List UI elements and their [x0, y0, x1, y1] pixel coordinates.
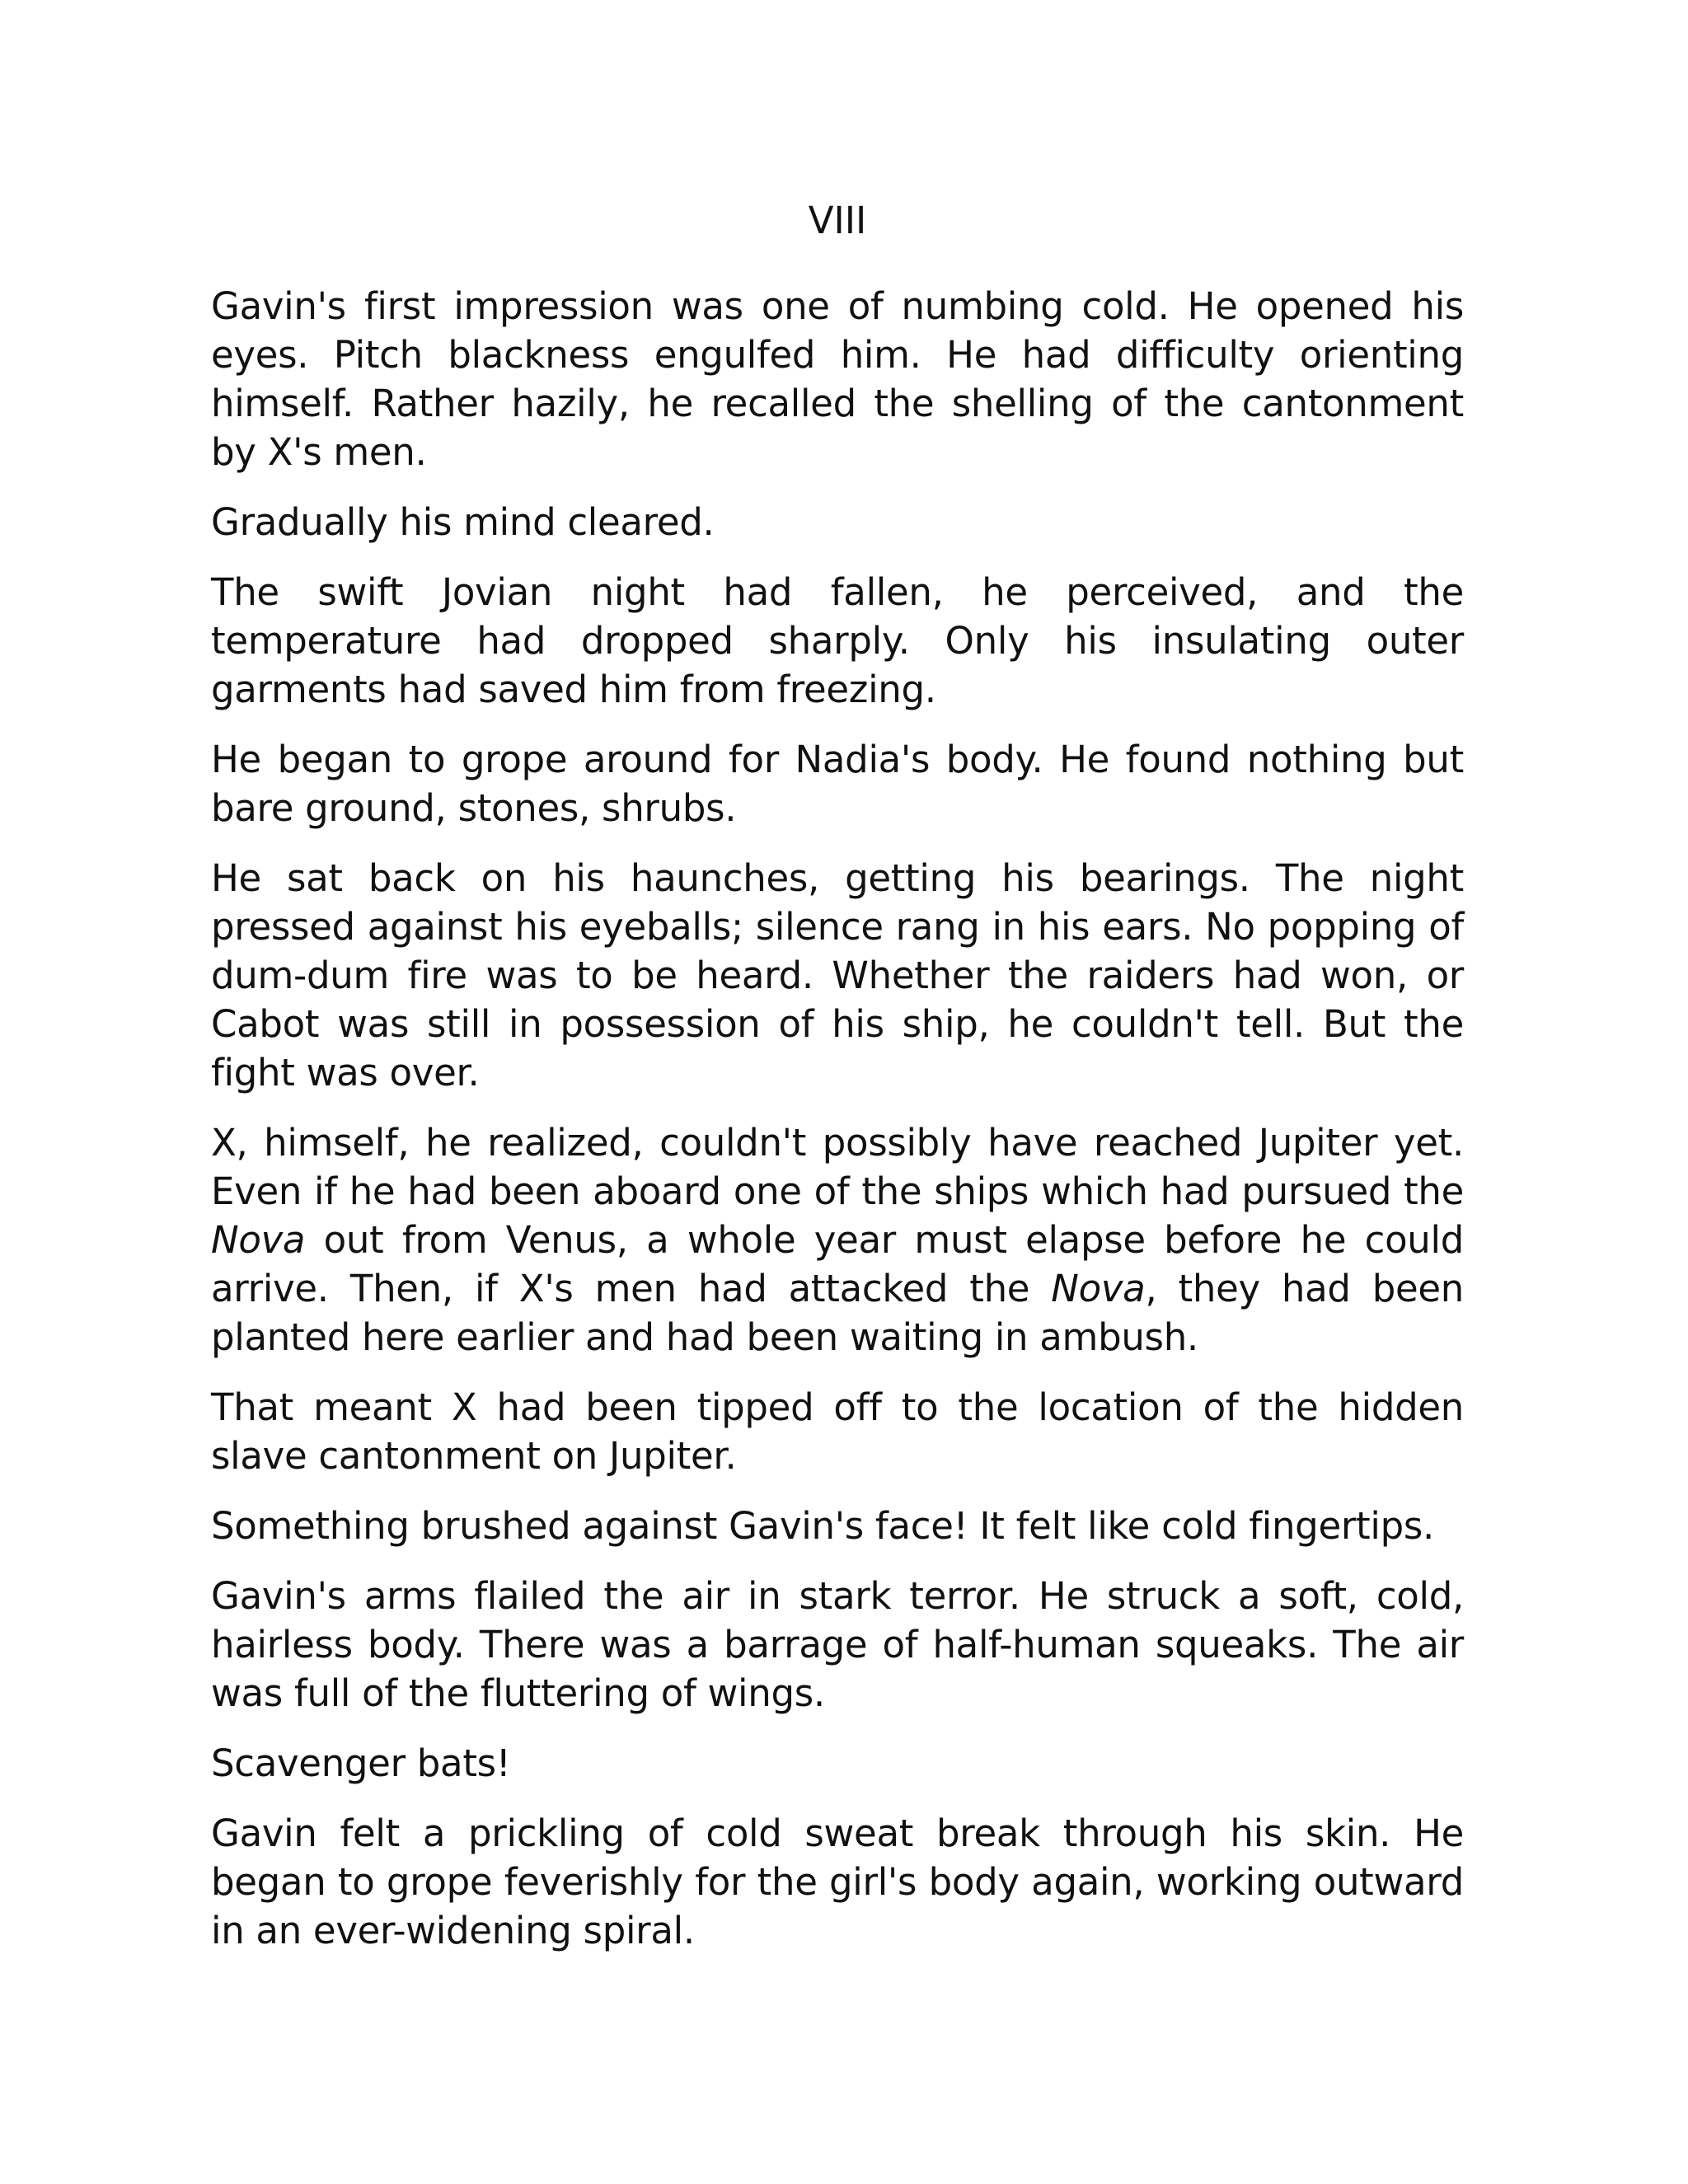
- text-run: Gradually his mind cleared.: [211, 500, 715, 544]
- text-run: Scavenger bats!: [211, 1741, 511, 1785]
- text-run: X, himself, he realized, couldn't possibly have reached Jupiter yet. Even if he had been aboard one of the ships which had pursued the: [211, 1121, 1464, 1213]
- paragraph: [211, 735, 1464, 832]
- text-run: Gavin felt a prickling of cold sweat break through his skin. He began to grope feverishly for the girl's body again, working outward in an ever-widening spiral.: [211, 1811, 1464, 1952]
- text-run: That meant X had been tipped off to the location of the hidden slave cantonment on Jupiter.: [211, 1385, 1464, 1478]
- text-run: Something brushed against Gavin's face! It felt like cold fingertips.: [211, 1504, 1434, 1548]
- paragraph: [211, 1118, 1464, 1361]
- paragraph: [211, 1383, 1464, 1480]
- italic-text-run: Nova: [211, 1218, 306, 1262]
- text-run: He sat back on his haunches, getting his bearings. The night pressed against his eyeballs; silence rang in his ears. No popping of dum-dum fire was to be heard. Whether the raiders had won, or Cabot was still in possession of his ship, he couldn't tell. But the fight was over.: [211, 856, 1464, 1094]
- text-run: Gavin's first impression was one of numbing cold. He opened his eyes. Pitch blackness engulfed him. He had difficulty orienting himself. Rather hazily, he recalled the shelling of the cantonment by X's men.: [211, 284, 1464, 474]
- chapter-heading: VIII: [808, 199, 867, 242]
- chapter-body: [211, 282, 1464, 1976]
- text-run: out from Venus, a whole year must elapse before he could arrive. Then, if X's men had attacked the: [211, 1218, 1464, 1310]
- paragraph: [211, 854, 1464, 1097]
- text-run: He began to grope around for Nadia's body. He found nothing but bare ground, stones, shrubs.: [211, 738, 1464, 830]
- text-run: Gavin's arms flailed the air in stark terror. He struck a soft, cold, hairless body. There was a barrage of half-human squeaks. The air was full of the fluttering of wings.: [211, 1574, 1464, 1715]
- paragraph: [211, 282, 1464, 476]
- paragraph: [211, 1809, 1464, 1955]
- paragraph: [211, 1502, 1464, 1550]
- text-run: The swift Jovian night had fallen, he perceived, and the temperature had dropped sharply. Only his insulating outer garments had saved him from freezing.: [211, 570, 1464, 711]
- paragraph: [211, 1739, 1464, 1788]
- document-page: [211, 0, 1464, 2184]
- paragraph: [211, 1572, 1464, 1718]
- paragraph: [211, 498, 1464, 546]
- text-run: , they had been planted here earlier and had been waiting in ambush.: [211, 1267, 1464, 1359]
- paragraph: [211, 568, 1464, 714]
- italic-text-run: Nova: [1051, 1267, 1146, 1310]
